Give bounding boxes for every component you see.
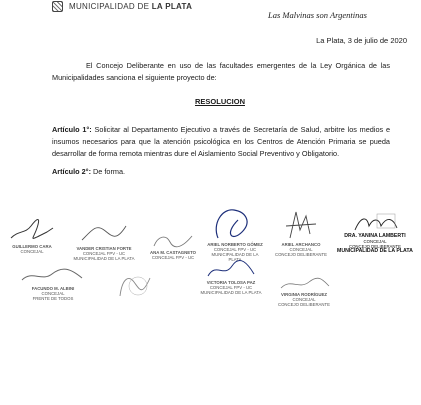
motto: Las Malvinas son Argentinas [268,10,367,20]
letterhead [52,0,192,12]
signature-role: CONCEJAL FPV - UC [213,247,257,252]
signature-block-10 [270,276,338,307]
signature-scribble-icon [112,270,158,300]
signature-org: CONCEJO DELIBERANTE [277,302,331,307]
signature-name: GUILLERMO CARA [12,244,52,249]
signature-block-2 [72,220,136,261]
signature-name: VICTORIA TOLOSA PAZ [206,280,256,285]
municipality-prefix: MUNICIPALIDAD DE [69,1,150,11]
article-2-label: Artículo 2°: [52,167,91,176]
signature-role: CONCEJAL [289,247,313,252]
signature-scribble-icon [7,214,57,244]
signature-org: MUNICIPALIDAD DE LA PLATA [200,290,262,295]
signature-block-3 [146,230,200,260]
signature-name: FACUNDO M. ALBINI [31,286,75,291]
signature-block-5 [270,208,332,257]
signature-name: DRA. YANINA LAMBERTI [344,233,406,239]
signature-scribble-icon [18,266,88,286]
signature-block-8 [110,270,160,300]
signature-org: MUNICIPALIDAD DE LA PLATA [211,252,259,262]
signature-scribble-icon [208,204,262,242]
signature-org: CONCEJO DELIBERANTE [274,252,328,257]
signature-org: MUNICIPALIDAD DE LA PLATA [337,248,413,254]
municipal-seal-icon [52,1,63,12]
signature-name: VANDER CRISTIAN FORTE [76,246,132,251]
signature-block-9 [192,260,270,295]
signature-org: MUNICIPALIDAD DE LA PLATA [73,256,135,261]
signature-org: FRENTE DE TODOS [32,296,74,301]
signature-scribble-icon [275,276,333,292]
signature-name: ARIEL NORBERTO GÓMEZ [207,242,263,247]
resolution-title: RESOLUCION [194,97,245,106]
article-1 [52,124,390,160]
signature-block-4 [205,204,265,262]
signature-scribble-icon [347,212,403,234]
signature-scribble-icon [76,220,132,246]
signature-role: CONCEJAL FPV - UC [82,251,126,256]
signature-role: CONCEJAL FPV - UC [209,285,253,290]
intro-paragraph: El Concejo Deliberante en uso de las facultades emergentes de la Ley Orgánica de las Municipalidades sanciona el siguiente proyecto de: [52,61,390,82]
signature-scribble-icon [276,208,326,242]
signature-block-7 [14,266,92,301]
article-2 [52,167,125,176]
signature-org-2: CONCEJO DELIBERANTE [348,244,402,249]
article-1-text: Solicitar al Departamento Ejecutivo a través de Secretaría de Salud, arbitre los medios e insumos necesarios para que la atención psicológica en los Centros de Atención Primaria se pueda desarrollar de forma remota mientras dure el Aislamiento Social Preventivo y Obligatorio. [52,125,391,158]
signature-role: CONCEJAL [292,297,316,302]
signature-role: CONCEJAL FPV - UC [151,255,195,260]
municipality-name [69,2,192,11]
signature-scribble-icon [202,260,260,280]
signature-role: CONCEJAL [41,291,65,296]
article-2-text: De forma. [91,167,126,176]
signature-role: CONCEJAL [20,249,44,254]
signature-role: CONCEJAL [363,239,387,244]
signature-name: VIRGINIA RODRÍGUEZ [281,292,327,297]
signature-block-6 [336,212,414,254]
article-1-label: Artículo 1°: [52,125,92,134]
document-date: La Plata, 3 de julio de 2020 [316,36,407,45]
signature-name: ARIEL ARCHANCO [281,242,321,247]
municipality-city: LA PLATA [151,1,193,11]
signature-block-1 [6,214,58,254]
signature-scribble-icon [148,230,198,250]
signature-name: ANA M. CASTAGNETO [150,250,196,255]
